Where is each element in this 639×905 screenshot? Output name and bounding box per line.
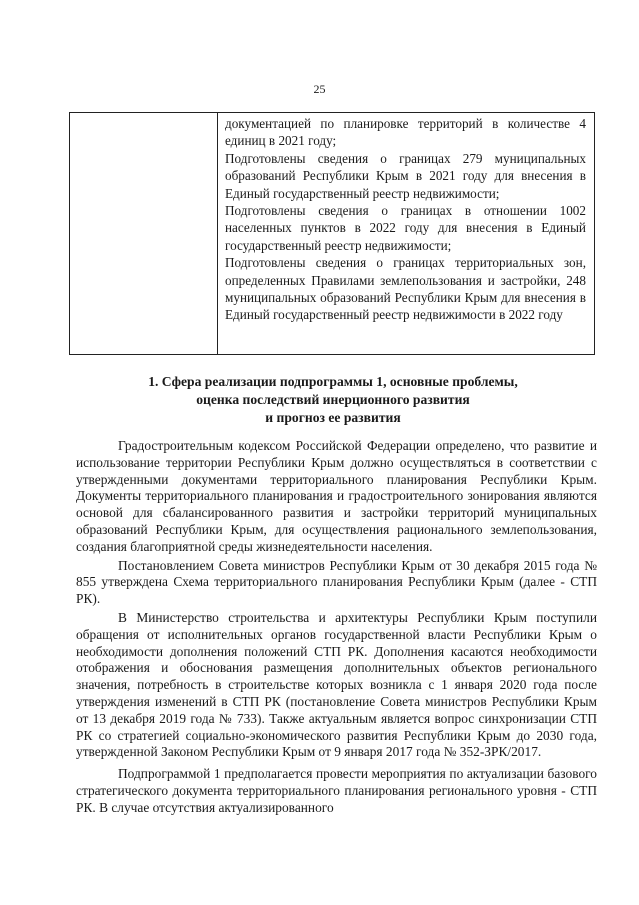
table-cell-line: Подготовлены сведения о границах в отношении 1002 населенных пунктов в 2022 году для внесения в Единый государственный реестр недвижимости; [225, 203, 586, 253]
page-number: 25 [313, 82, 326, 96]
measures-table-fragment [69, 112, 595, 355]
section-heading-line: оценка последствий инерционного развития [196, 392, 470, 407]
table-cell-line: документацией по планировке территорий в количестве 4 единиц в 2021 году; [225, 116, 586, 149]
section-heading-line: 1. Сфера реализации подпрограммы 1, основные проблемы, [148, 374, 518, 389]
paragraph: Постановлением Совета министров Республики Крым от 30 декабря 2015 года № 855 утверждена Схема территориального планирования Республики Крым (далее - СТП РК). [76, 557, 597, 607]
section-heading [70, 373, 596, 427]
table-cell-results [225, 115, 586, 324]
section-heading-line: и прогноз ее развития [265, 410, 401, 425]
body-text [76, 438, 597, 819]
paragraph: Градостроительным кодексом Российской Федерации определено, что развитие и использование территории Республики Крым должно осуществляться в соответствии с утвержденными документами территориального планирования Республики Крым. Документы территориального планирования и градостроительного зонирования являются основой для сбалансированного развития и застройки территорий муниципальных образований Республики Крым, для осуществления рационального землепользования, создания благоприятной среды жизнедеятельности населения. [76, 438, 597, 554]
table-cell-line: Подготовлены сведения о границах 279 муниципальных образований Республики Крым в 2021 году для внесения в Единый государственный реестр недвижимости; [225, 150, 586, 201]
table-cell-line: Подготовлены сведения о границах территориальных зон, определенных Правилами землепользования и застройки, 248 муниципальных образований Республики Крым для внесения в Единый государственный реестр недвижимости в 2022 году [225, 255, 586, 323]
table-column-divider [217, 113, 218, 354]
paragraph: В Министерство строительства и архитектуры Республики Крым поступили обращения от исполнительных органов государственной власти Республики Крым о необходимости дополнения положений СТП РК. Дополнения касаются необходимости отображения и обоснования размещения дополнительных объектов регионального значения, потребность в строительстве которых возникла с 1 января 2020 года после утверждения изменений в СТП РК (постановление Совета министров Республики Крым от 13 декабря 2019 года № 733). Также актуальным является вопрос синхронизации СТП РК со стратегией социально-экономического развития Республики Крым до 2030 года, утвержденной Законом Республики Крым от 9 января 2017 года № 352-ЗРК/2017. [76, 609, 597, 760]
paragraph: Подпрограммой 1 предполагается провести мероприятия по актуализации базового стратегического документа территориального планирования регионального уровня - СТП РК. В случае отсутствия актуализированного [76, 766, 597, 815]
